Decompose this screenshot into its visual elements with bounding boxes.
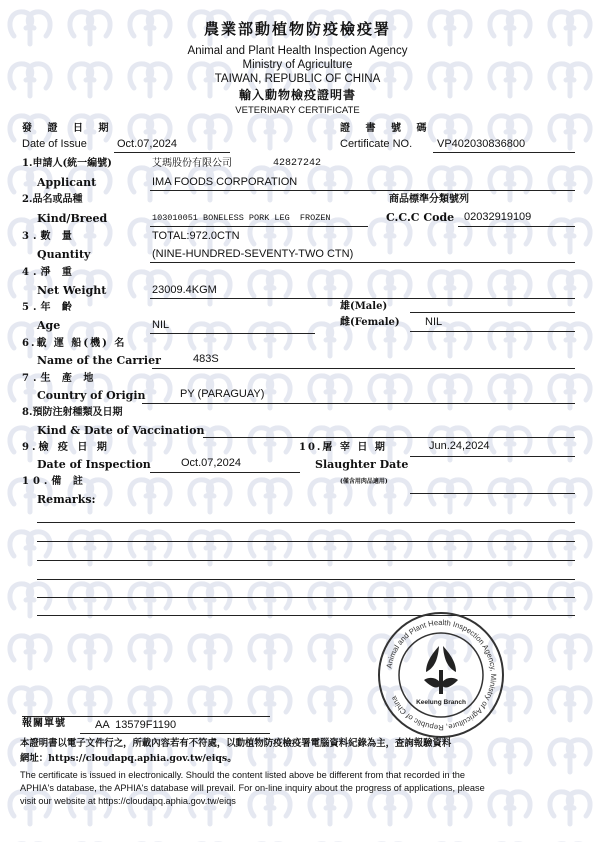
underline [150, 333, 315, 334]
slaughter-label-en: Slaughter Date [315, 458, 409, 471]
remarks-line [37, 522, 575, 523]
remarks-line [37, 560, 575, 561]
net-weight-label-en: Net Weight [37, 284, 107, 297]
quantity-value-words: (NINE-HUNDRED-SEVENTY-TWO CTN) [152, 248, 354, 260]
doc-title-en: VETERINARY CERTIFICATE [235, 105, 360, 116]
underline [410, 493, 575, 494]
applicant-label-en: Applicant [37, 176, 97, 189]
ccc-label-zh: 商品標準分類號列 [389, 194, 469, 205]
underline [150, 472, 300, 473]
seal-branch: Keelung Branch [416, 699, 466, 706]
cert-no-label-zh: 證 書 號 碼 [340, 123, 433, 134]
doc-title-zh: 輸入動物檢疫證明書 [238, 88, 356, 102]
age-label-en: Age [37, 319, 61, 332]
underline [152, 368, 575, 369]
underline [142, 403, 575, 404]
underline [114, 152, 230, 153]
vaccination-label-zh: 8.預防注射種類及日期 [22, 407, 123, 418]
notice-en-line3: visit our website at https://cloudapq.aphia.gov.tw/eiqs [20, 796, 236, 806]
underline [150, 298, 575, 299]
issue-date-label-en: Date of Issue [22, 138, 87, 150]
report-no-value: AA 13579F1190 [95, 719, 177, 731]
issue-date-label-zh: 發 證 日 期 [22, 123, 115, 134]
female-label: 雌(Female) [340, 317, 400, 328]
inspection-value: Oct.07,2024 [181, 457, 241, 469]
underline [203, 437, 575, 438]
kind-label-en: Kind/Breed [37, 212, 108, 225]
inspection-label-en: Date of Inspection [37, 458, 151, 471]
agency-title-en: Animal and Plant Health Inspection Agency [187, 45, 408, 57]
country-title: TAIWAN, REPUBLIC OF CHINA [214, 73, 381, 85]
net-weight-value: 23009.4KGM [152, 284, 217, 296]
notice-en-line1: The certificate is issued in electronically. Should the content listed above be different from that recorded in the [20, 770, 465, 780]
origin-value: PY (PARAGUAY) [180, 388, 265, 400]
underline [22, 716, 270, 717]
applicant-name-zh: 艾瑪股份有限公司 [152, 158, 232, 169]
remarks-line [37, 597, 575, 598]
ccc-value: 02032919109 [464, 211, 532, 223]
age-value: NIL [152, 319, 170, 331]
official-seal [376, 610, 506, 740]
underline [410, 331, 575, 332]
agency-title-zh: 農業部動植物防疫檢疫署 [203, 20, 391, 38]
origin-label-en: Country of Origin [37, 389, 146, 402]
report-no-label: 報關單號 [22, 718, 66, 729]
applicant-id: 42827242 [273, 158, 322, 169]
notice-zh-line1: 本證明書以電子文件行之，所載內容若有不符處，以動植物防疫檢疫署電腦資料紀錄為主，查詢報驗資料 [20, 738, 452, 749]
issue-date-value: Oct.07,2024 [117, 138, 177, 150]
carrier-label-zh: 6.載 運 船(機) 名 [22, 338, 127, 349]
kind-label-zh: 2.品名或品種 [22, 194, 83, 205]
vaccination-label-en: Kind & Date of Vaccination [37, 424, 205, 437]
cert-no-label-en: Certificate NO. [340, 138, 413, 150]
applicant-label-zh: 1.申請人(統一編號) [22, 158, 112, 169]
underline [150, 226, 368, 227]
quantity-label-zh: 3.數 量 [22, 231, 76, 242]
notice-en-line2: APHIA's database, the APHIA's database will prevail. For on-line inquiry about the progress of applications, please [20, 783, 485, 793]
remarks-note-zh: (僅含用肉品適用) [340, 478, 388, 485]
slaughter-label-zh: 10.屠 宰 日 期 [299, 442, 387, 453]
origin-label-zh: 7.生 產 地 [22, 373, 98, 384]
remarks-label-zh: 10.備 註 [22, 476, 87, 487]
remarks-line [37, 541, 575, 542]
male-label: 雄(Male) [340, 301, 388, 312]
slaughter-value: Jun.24,2024 [429, 440, 490, 452]
underline [410, 312, 575, 313]
quantity-value-total: TOTAL:972.0CTN [152, 230, 240, 242]
remarks-label-en: Remarks: [37, 493, 96, 506]
underline [80, 733, 270, 734]
cert-no-value: VP402030836800 [437, 138, 526, 150]
age-label-zh: 5.年 齡 [22, 302, 76, 313]
carrier-value: 483S [193, 353, 219, 365]
seal-ring-text: Animal and Plant Health Inspection Agency, Ministry of Agriculture, Republic of China [384, 617, 499, 733]
underline [150, 262, 575, 263]
quantity-label-en: Quantity [37, 248, 91, 261]
ministry-title: Ministry of Agriculture [242, 59, 353, 71]
underline [458, 226, 575, 227]
underline [410, 456, 575, 457]
net-weight-label-zh: 4.淨 重 [22, 267, 76, 278]
inspection-label-zh: 9.檢 疫 日 期 [22, 442, 110, 453]
underline [150, 190, 575, 191]
kind-value: 103010051 BONELESS PORK LEG FROZEN [152, 213, 331, 223]
seal-emblem-icon [424, 646, 458, 694]
ccc-label-en: C.C.C Code [386, 211, 455, 224]
remarks-line [37, 579, 575, 580]
applicant-name-en: IMA FOODS CORPORATION [152, 176, 298, 188]
female-value: NIL [425, 316, 443, 328]
notice-zh-line2: 網址：https://cloudapq.aphia.gov.tw/eiqs。 [20, 753, 237, 764]
carrier-label-en: Name of the Carrier [37, 354, 161, 367]
underline [433, 152, 575, 153]
